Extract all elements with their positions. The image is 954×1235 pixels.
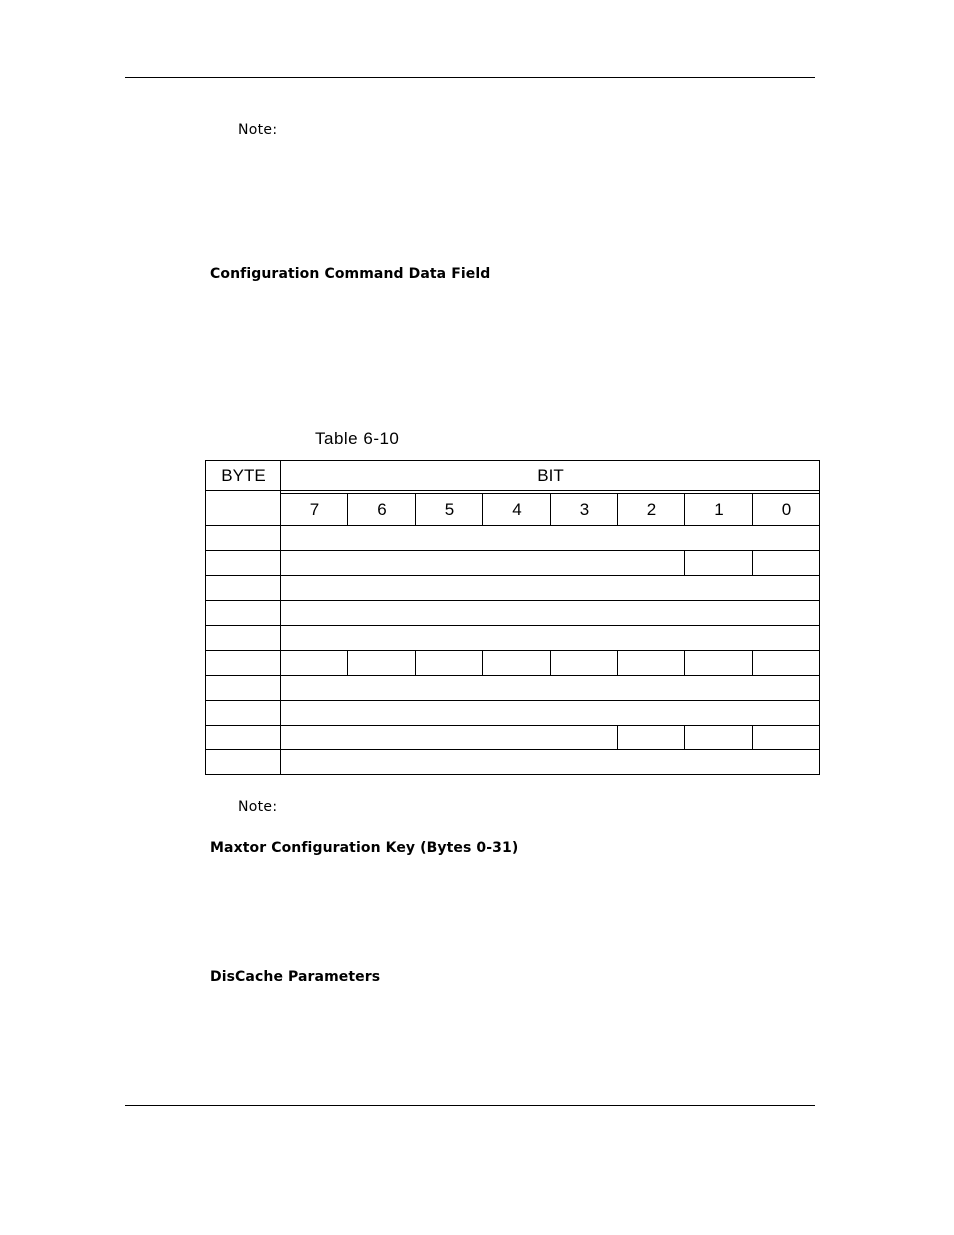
bit-number-0: 0 bbox=[781, 500, 792, 519]
section-heading-config-key: Maxtor Configuration Key (Bytes 0-31) bbox=[210, 840, 519, 856]
table-row-line bbox=[206, 550, 819, 551]
bit-number-3: 3 bbox=[579, 500, 590, 519]
table-column-line bbox=[752, 550, 753, 575]
table-column-line bbox=[550, 650, 551, 675]
note-label-1: Note: bbox=[238, 122, 278, 138]
table-row-line bbox=[206, 525, 819, 526]
bit-number-6: 6 bbox=[377, 500, 387, 519]
section-heading-config-data-field: Configuration Command Data Field bbox=[210, 266, 491, 282]
table-column-line bbox=[684, 550, 685, 575]
table-column-line bbox=[684, 725, 685, 749]
table-column-line bbox=[482, 493, 483, 525]
bit-number-1: 1 bbox=[714, 500, 724, 519]
table-column-line bbox=[482, 650, 483, 675]
table-row-line bbox=[206, 625, 819, 626]
bit-number-4: 4 bbox=[512, 500, 522, 519]
table-row-line bbox=[206, 600, 819, 601]
table-column-line bbox=[752, 725, 753, 749]
bit-number-5: 5 bbox=[444, 500, 455, 519]
byte-column-header: BYTE bbox=[221, 466, 266, 485]
table-row-line bbox=[206, 650, 819, 651]
table-row-line bbox=[206, 749, 819, 750]
table-column-line bbox=[684, 650, 685, 675]
header-rule bbox=[125, 77, 815, 78]
footer-rule bbox=[125, 1105, 815, 1106]
note-label-2: Note: bbox=[238, 799, 278, 815]
table-column-line bbox=[550, 493, 551, 525]
table-column-line bbox=[280, 461, 281, 774]
table-column-line bbox=[617, 493, 618, 525]
table-row-line bbox=[206, 725, 819, 726]
table-row-line bbox=[206, 675, 819, 676]
table-column-line bbox=[752, 650, 753, 675]
table-column-line bbox=[347, 650, 348, 675]
table-column-line bbox=[684, 493, 685, 525]
table-column-line bbox=[415, 650, 416, 675]
table-row-line bbox=[206, 700, 819, 701]
bit-number-2: 2 bbox=[646, 500, 657, 519]
table-column-line bbox=[617, 650, 618, 675]
config-data-table bbox=[205, 460, 820, 775]
table-row-line bbox=[206, 490, 819, 491]
table-column-line bbox=[752, 493, 753, 525]
table-column-line bbox=[347, 493, 348, 525]
bit-number-7: 7 bbox=[309, 500, 320, 519]
table-row-line bbox=[206, 575, 819, 576]
table-column-line bbox=[617, 725, 618, 749]
table-caption: Table 6-10 bbox=[315, 429, 400, 448]
table-column-line bbox=[415, 493, 416, 525]
section-heading-discache: DisCache Parameters bbox=[210, 969, 381, 985]
bit-column-header: BIT bbox=[537, 466, 564, 485]
